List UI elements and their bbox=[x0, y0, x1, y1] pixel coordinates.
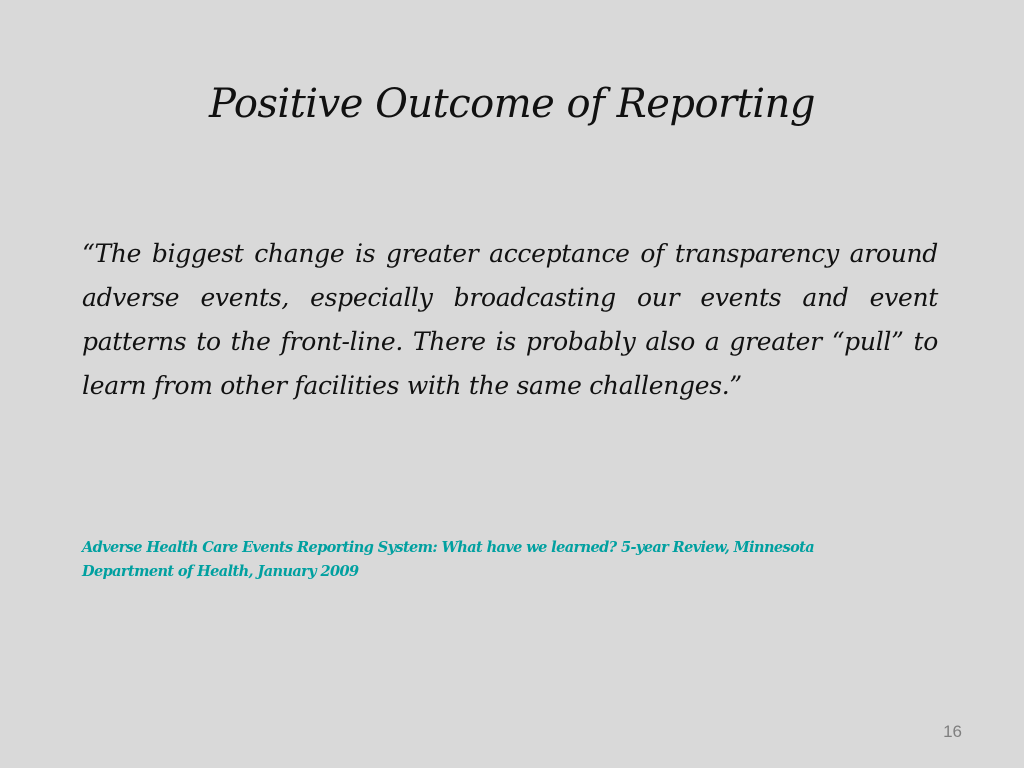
quote-text: “The biggest change is greater acceptance of transparency around adverse events, especially broadcasting our events and event patterns to the front-line. There is probably also a greater “pull” to learn from other facilities with the same challenges.” bbox=[82, 239, 938, 400]
citation-text: Adverse Health Care Events Reporting System: What have we learned? 5-year Review, Minnesota Department of Health, January 2009 bbox=[82, 539, 815, 580]
slide-title: Positive Outcome of Reporting bbox=[209, 81, 815, 127]
page-number: 16 bbox=[943, 722, 962, 741]
